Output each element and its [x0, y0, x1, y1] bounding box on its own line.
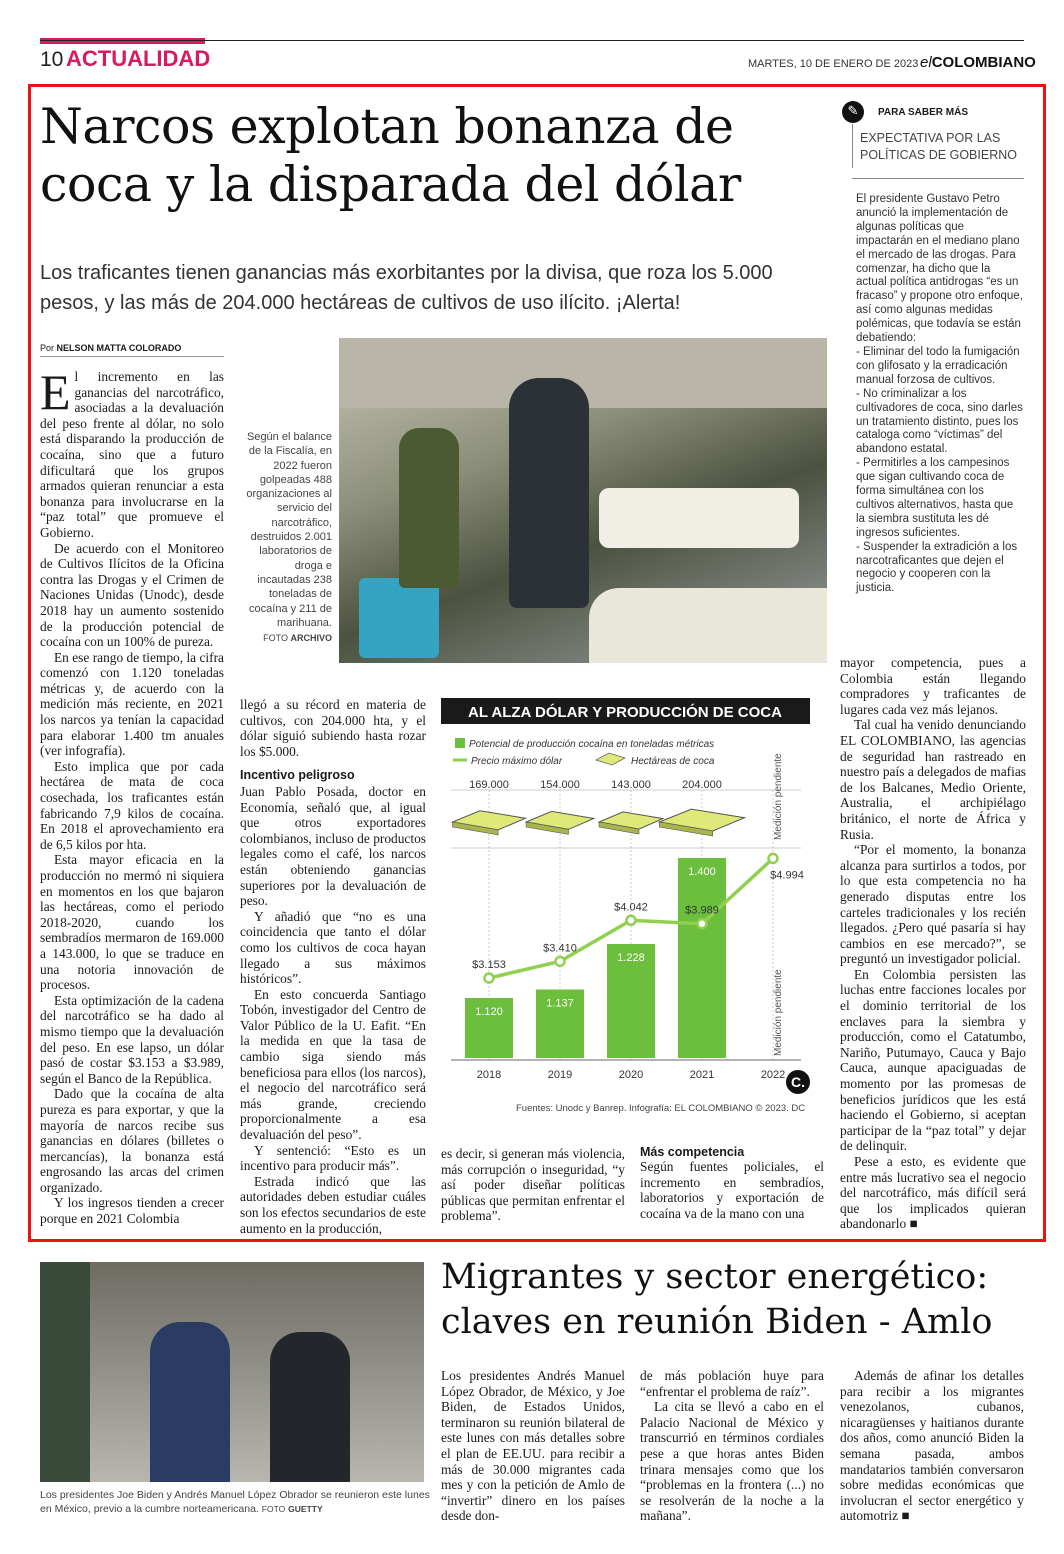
- paragraph: En esto concuerda Santiago Tobón, investigador del Centro de Valor Público de la U. Eafit. “En la medida en que la tasa de cambio siga siendo más beneficiosa para ellos (los narcos), el negocio del narcotráfico será más grande, creciendo proporcionalmente a esa devaluación del peso”.: [240, 986, 426, 1143]
- paragraph: Estrada indicó que las autoridades deben estudiar cuáles son los efectos secundarios de este aumento en la producción,: [240, 1173, 426, 1236]
- paragraph: En ese rango de tiempo, la cifra comenzó con 1.120 toneladas métricas y, de acuerdo con la medición más reciente, en 2021 los narcos ya tenían la capacidad para elaborar 1.400 tm anuales (ver infografía).: [40, 649, 224, 759]
- biden-credit: GUETTY: [288, 1504, 323, 1514]
- sidebar-body: [856, 193, 1024, 596]
- paragraph: Los presidentes Andrés Manuel López Obrador, de México, y Joe Biden, de Estados Unidos, terminaron su reunión bilateral de este lunes con más detalles sobre el plan de EE.UU. para recibir a más de 30.000 migrantes cada mes y con la petición de Amlo de “invertir” dinero en los países desde don-: [441, 1368, 625, 1524]
- paper-logo: [920, 54, 1036, 71]
- paragraph: “Por el momento, la bonanza alcanza para surtirlos a todos, por lo que esta competencia no ha generado disputas entre los carteles tradicionales y los recién llegados. ¿Pero qué pasaría si hay cambios en ese mercado?”, se preguntó un investigador policial.: [840, 842, 1026, 967]
- second-headline-line-1: Migrantes y sector energético:: [441, 1257, 989, 1297]
- legend-hectare-swatch: [596, 753, 625, 765]
- paragraph: Dado que la cocaína de alta pureza es para exportar, y que la mayoría de narcos recibe sus ganancias en dólares (billetes o mercancías), la bonanza está engrosando las arcas del crimen organizado.: [40, 1086, 224, 1195]
- sidebar-kicker: PARA SABER MÁS: [878, 107, 969, 118]
- paragraph: llegó a su récord en materia de cultivos, con 204.000 hta, y el dólar siguió subiendo hasta rozar los $5.000.: [240, 697, 426, 759]
- x-tick-label: 2018: [476, 1069, 502, 1081]
- sidebar-item: - Eliminar del todo la fumigación con glifosato y la erradicación manual forzosa de cultivos.: [856, 345, 1020, 386]
- pending-label-bottom: Medición pendiente: [773, 969, 784, 1056]
- photo-credit-label: FOTO: [263, 633, 288, 644]
- paragraph: Y los ingresos tienden a crecer porque en 2021 Colombia: [40, 1195, 224, 1227]
- headline-line-2: coca y la disparada del dólar: [40, 156, 741, 213]
- x-tick-label: 2021: [689, 1069, 715, 1081]
- production-bar-label: 1.137: [546, 997, 574, 1010]
- biden-photo-caption: [40, 1488, 430, 1516]
- dropcap: E: [40, 364, 71, 420]
- paragraph: De acuerdo con el Monitoreo de Cultivos Ilícitos de la Oficina contra las Drogas y el Crimen de Naciones Unidas (Unodc), desde 2018 hay un aumento sostenido de la producción potencial de cocaína con un 100% de pureza.: [40, 540, 224, 650]
- dollar-point: [485, 974, 494, 983]
- legend-bar-swatch: [455, 738, 465, 748]
- chart-title: AL ALZA DÓLAR Y PRODUCCIÓN DE COCA: [468, 704, 782, 721]
- paragraph: Y sentenció: “Esto es un incentivo para producir más”.: [240, 1142, 426, 1174]
- subhead-competencia: Más competencia: [640, 1145, 745, 1159]
- paper-logo-el: el: [920, 54, 932, 71]
- header-rule: [40, 40, 1024, 41]
- second-column-2: [640, 1368, 824, 1524]
- production-bar-label: 1.400: [688, 866, 716, 878]
- sidebar-item: - Suspender la extradición a los narcotraficantes que dejen el negocio y cooperen con la justicia.: [856, 540, 1018, 595]
- dollar-point-label: $4.994: [770, 869, 804, 882]
- paragraph: Tal cual ha venido denunciando EL COLOMBIANO, las agencias de seguridad han rastreado en nuestro país a delegados de mafias de los Balcanes, Medio Oriente, Australia, el archipiélago británico, el norte de África y Rusia.: [840, 717, 1026, 842]
- dollar-point: [627, 916, 636, 925]
- main-photo: [339, 338, 827, 663]
- paragraph: Esta optimización de la cadena del narcotráfico se ha dado al mismo tiempo que la devaluación del peso. En ese lapso, un dólar pasó de costar $3.153 a $3.989, según el Banco de la República.: [40, 992, 224, 1086]
- byline-rule: [40, 356, 224, 357]
- dollar-point: [698, 919, 707, 928]
- paragraph: es decir, si generan más violencia, más corrupción o inseguridad, “y así poder diseñar políticas públicas que permitan enfrentar el problema”.: [441, 1146, 625, 1224]
- legend-line-label: Precio máximo dólar: [471, 756, 563, 767]
- paragraph: Y añadió que “no es una coincidencia que tanto el dólar como los cultivos de coca hayan llegado a sus máximos históricos”.: [240, 908, 426, 987]
- second-column-1: [441, 1368, 625, 1524]
- header-date: MARTES, 10 DE ENERO DE 2023: [748, 58, 919, 70]
- chart-svg: [441, 698, 810, 1094]
- pending-label-top: Medición pendiente: [773, 753, 784, 840]
- sidebar-item: - Permitirles a los campesinos que sigan cultivando coca de forma simultánea con los cultivos alternativos, hasta que la siembra sustituta les dé ingresos suficientes.: [856, 457, 1014, 539]
- legend-bar-label: Potencial de producción cocaína en toneladas métricas: [469, 739, 715, 750]
- subhead-incentivo: Incentivo peligroso: [240, 768, 355, 783]
- paragraph: Juan Pablo Posada, doctor en Economía, señaló que, al igual que otros exportadores colombianos, incluso de productos legales como el café, los narcos están obteniendo ganancias superiores por la devaluación de peso.: [240, 783, 426, 909]
- byline-prefix: Por: [40, 343, 55, 353]
- photo-credit: ARCHIVO: [290, 633, 332, 644]
- biden-credit-label: FOTO: [261, 1504, 286, 1514]
- dollar-point: [556, 957, 565, 966]
- sidebar-title-rule: [852, 124, 853, 168]
- paragraph: l incremento en las ganancias del narcotráfico, asociadas a la devaluación del peso frente al dólar, no solo está disparando la producción de cocaína, sino que a futuro dificultará que los grupos armados quieran renunciar a esta bonanza para involucrarse en la “paz total” que promueve el Gobierno.: [40, 369, 224, 540]
- paragraph: Pese a esto, es evidente que entre más lucrativo sea el negocio del narcotráfico, más difícil será que los implicados quieran abandonarlo ■: [840, 1154, 1026, 1232]
- x-tick-label: 2020: [618, 1069, 644, 1081]
- legend-hectare-label: Hectáreas de coca: [631, 756, 715, 767]
- article-column-3: [441, 1146, 625, 1224]
- byline-name: NELSON MATTA COLORADO: [56, 343, 182, 353]
- dollar-point: [769, 854, 778, 863]
- photo-caption-text: Según el balance de la Fiscalía, en 2022 fueron golpeadas 488 organizaciones al servicio del narcotráfico, destruidos 2.001 laboratorios de droga e incautadas 238 toneladas de cocaína y 211 de marihuana.: [246, 431, 332, 629]
- headline: [40, 98, 840, 214]
- production-bar-label: 1.120: [475, 1006, 503, 1018]
- page-number: 10: [40, 48, 64, 71]
- paragraph: En Colombia persisten las luchas entre facciones locales por el dominio territorial de los enclaves para la siembra y producción, como el Catatumbo, Nariño, Putumayo, Cauca y Bajo Cauca, aunque apaciguadas de momento por las promesas de beneficios jurídicos que les está haciendo el Gobierno, si aceptan participar de la “paz total” y dejar de delinquir.: [840, 966, 1026, 1154]
- sidebar-divider: [852, 178, 1024, 179]
- colombiano-logo-text: C.: [791, 1074, 805, 1090]
- dollar-point-label: $3.153: [472, 959, 506, 972]
- second-column-3: [840, 1368, 1024, 1524]
- paragraph: de más población huye para “enfrentar el problema de raíz”.: [640, 1368, 824, 1399]
- hectare-label: 169.000: [469, 779, 509, 791]
- second-headline-line-2: claves en reunión Biden - Amlo: [441, 1302, 993, 1342]
- x-tick-label: 2022: [760, 1069, 786, 1081]
- section-label: ACTUALIDAD: [66, 46, 211, 71]
- infographic: [441, 698, 810, 1094]
- chart-source: Fuentes: Unodc y Banrep. Infografía: EL COLOMBIANO © 2023. DC: [516, 1103, 806, 1114]
- deck: Los traficantes tienen ganancias más exorbitantes por la divisa, que roza los 5.000 pesos, y las más de 204.000 hectáreas de cultivos de uso ilícito. ¡Alerta!: [40, 262, 773, 314]
- biden-amlo-photo: [40, 1262, 424, 1482]
- production-bar: [678, 858, 726, 1058]
- article-column-4: [640, 1146, 824, 1221]
- section-color-bar: [40, 38, 205, 44]
- dollar-point-label: $4.042: [614, 901, 648, 914]
- dollar-point-label: $3.410: [543, 942, 577, 955]
- paragraph: Además de afinar los detalles para recibir a los migrantes venezolanos, cubanos, nicaragüenses y haitianos durante dos años, como anunció Biden la semana pasada, ambos mandatarios también conversaron sobre medidas económicas que involucran el sector energético y automotriz ■: [840, 1368, 1024, 1524]
- paragraph: La cita se llevó a cabo en el Palacio Nacional de México y transcurrió en términos cordiales pese a que horas antes Biden trinara mensajes como que los “problemas en la frontera (...) no se resolverán de la noche a la mañana”.: [640, 1399, 824, 1524]
- biden-caption-text: Los presidentes Joe Biden y Andrés Manuel López Obrador se reunieron este lunes en México, previo a la cumbre norteamericana.: [40, 1489, 430, 1515]
- second-headline: [441, 1255, 1041, 1345]
- headline-line-1: Narcos explotan bonanza de: [40, 98, 734, 155]
- hectare-label: 154.000: [540, 779, 580, 791]
- paragraph: Según fuentes policiales, el incremento en sembradíos, laboratorios y exportación de cocaína va de la mano con una: [640, 1159, 824, 1221]
- hectare-label: 143.000: [611, 779, 651, 791]
- paragraph: mayor competencia, pues a Colombia están llegando compradores y traficantes de lugares cada vez más lejanos.: [840, 655, 1026, 717]
- article-column-1: [40, 364, 224, 1227]
- article-column-5: [840, 655, 1026, 1232]
- paper-logo-name: COLOMBIANO: [931, 54, 1036, 71]
- sidebar-title: EXPECTATIVA POR LAS POLÍTICAS DE GOBIERNO: [860, 131, 1017, 162]
- production-bar-label: 1.228: [617, 952, 645, 964]
- sidebar-item: - No criminalizar a los cultivadores de coca, sino darles un tratamiento distinto, pues los cataloga como “víctimas” del abandono estatal.: [856, 387, 1023, 456]
- sidebar-intro: El presidente Gustavo Petro anunció la implementación de algunas políticas que impactarán en el mediano plano el mercado de las drogas. Para comenzar, ha dicho que la actual política antidrogas “es un fracaso” y propone otro enfoque, así como algunas medidas polémicas, que todavía se están debatiendo:: [856, 193, 1023, 345]
- hectare-label: 204.000: [682, 779, 722, 791]
- x-tick-label: 2019: [547, 1069, 573, 1081]
- paragraph: Esta mayor eficacia en la producción no mermó ni siquiera en momentos en los que bajaron las hectáreas, como el periodo 2018-2020, cuando los sembradíos mermaron de 169.000 a 143.000, lo que se traduce en una notoria innovación de procesos.: [40, 852, 224, 993]
- pen-icon: ✎: [842, 101, 864, 123]
- paragraph: Esto implica que por cada hectárea de mata de coca cosechada, los traficantes están fabricando 7,9 kilos de cocaína. En 2018 el aprovechamiento era de 6,5 kilos por hta.: [40, 758, 224, 852]
- dollar-point-label: $3.989: [685, 904, 719, 917]
- article-column-2: [240, 697, 426, 1236]
- byline: [40, 343, 181, 353]
- photo-caption: [240, 430, 332, 645]
